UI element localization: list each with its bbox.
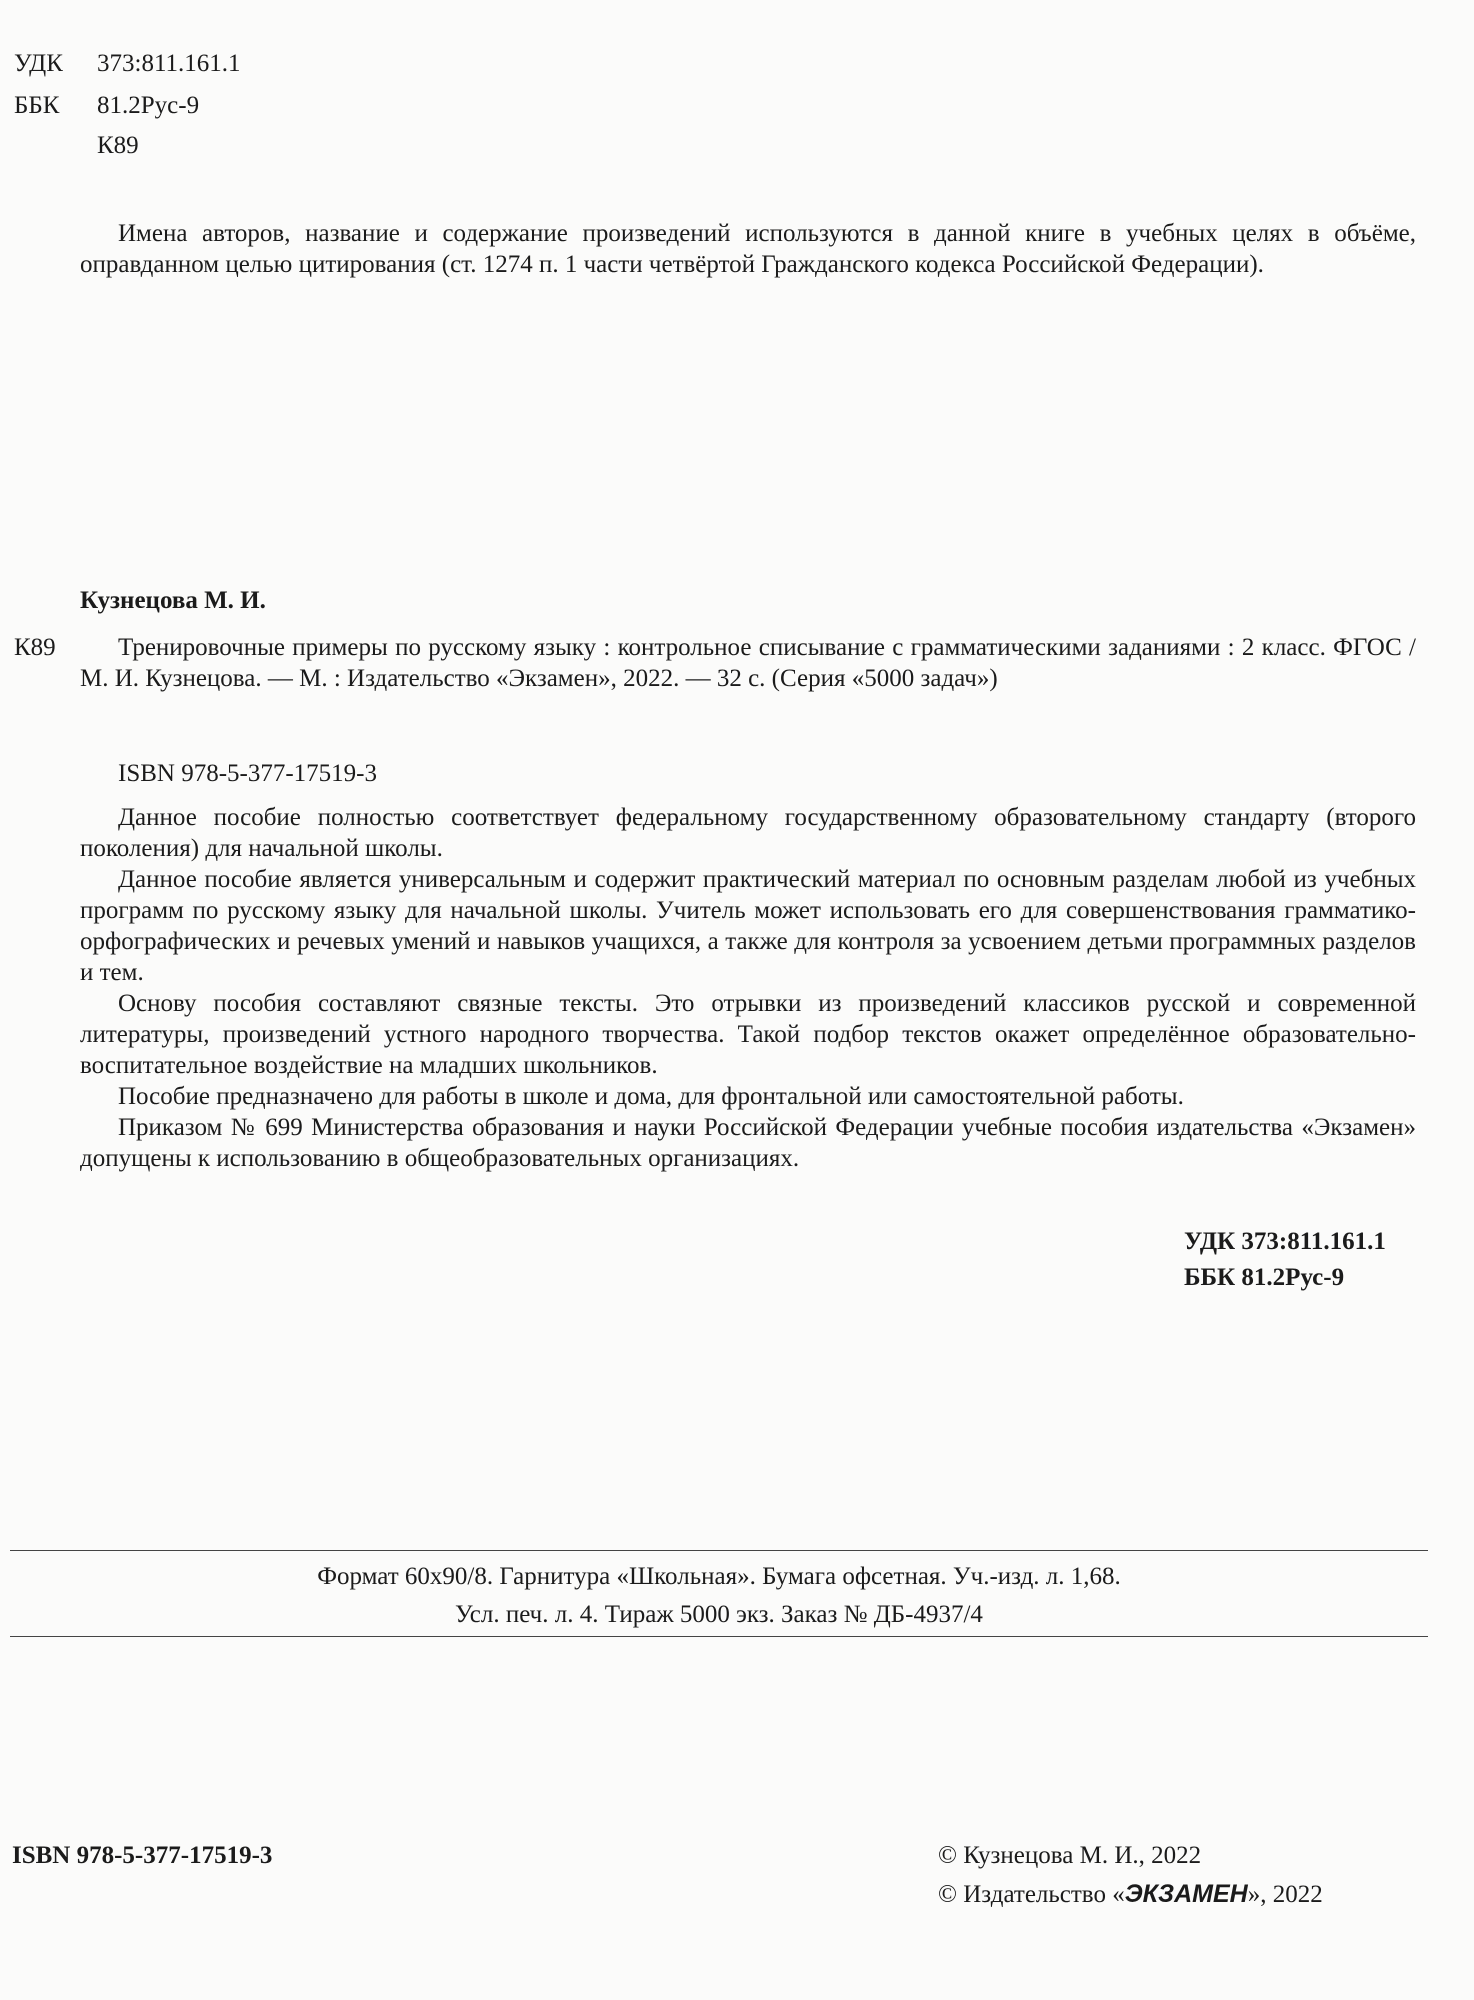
copyright-publisher-suffix: », 2022 [1247, 1881, 1323, 1908]
bbk-label: ББК [14, 92, 60, 119]
catalog-author: Кузнецова М. И. [80, 587, 266, 614]
copyright-author: © Кузнецова М. И., 2022 [938, 1842, 1202, 1869]
publisher-logo-text: ЭКЗАМЕН [1124, 1880, 1248, 1908]
header-bbk-value: 81.2Рус-9 [97, 92, 200, 119]
copyright-publisher-prefix: © Издательство « [938, 1881, 1125, 1908]
codes-bbk: ББК 81.2Рус-9 [1184, 1264, 1345, 1291]
udk-label: УДК [14, 50, 63, 77]
abstract [80, 802, 1416, 1174]
imprint-line2: Усл. печ. л. 4. Тираж 5000 экз. Заказ № ДБ-4937/4 [455, 1601, 983, 1628]
imprint-line1: Формат 60x90/8. Гарнитура «Школьная». Бумага офсетная. Уч.-изд. л. 1,68. [317, 1563, 1121, 1590]
abstract-paragraph: Пособие предназначено для работы в школе и дома, для фронтальной или самостоятельной работы. [118, 1083, 1184, 1110]
catalog-isbn: ISBN 978-5-377-17519-3 [118, 760, 378, 787]
abstract-paragraph: Основу пособия составляют связные тексты. Это отрывки из произведений классиков русской и современной литературы, произведений устного народного творчества. Такой подбор текстов окажет определённое образовательно-воспитательное воздействие на младших школьников. [80, 990, 1416, 1079]
abstract-paragraph: Приказом № 699 Министерства образования и науки Российской Федерации учебные пособия издательства «Экзамен» допущены к использованию в общеобразовательных организациях. [80, 1114, 1416, 1172]
header-author-mark: К89 [97, 132, 139, 159]
imprint-bottom-rule [10, 1636, 1428, 1637]
abstract-paragraph: Данное пособие полностью соответствует федеральному государственному образовательному стандарту (второго поколения) для начальной школы. [80, 804, 1416, 862]
imprint-top-rule [10, 1550, 1428, 1551]
abstract-paragraph: Данное пособие является универсальным и содержит практический материал по основным разделам любой из учебных программ по русскому языку для начальной школы. Учитель может использовать его для совершенствования грамматико-орфографических и речевых умений и навыков учащихся, а также для контроля за усвоением детьми программных разделов и тем. [80, 866, 1416, 986]
footer-isbn: ISBN 978-5-377-17519-3 [12, 1842, 273, 1869]
codes-udk: УДК 373:811.161.1 [1184, 1228, 1386, 1255]
copyright-publisher [938, 1879, 1323, 1910]
catalog-title: Тренировочные примеры по русскому языку : контрольное списывание с грамматическими заданиями : 2 класс. ФГОС / М. И. Кузнецова. — М. : Издательство «Экзамен», 2022. — 32 с. (Серия «5000 задач») [80, 634, 1416, 692]
header-udk-value: 373:811.161.1 [97, 50, 241, 77]
header-udk [14, 48, 63, 79]
citation-notice: Имена авторов, название и содержание произведений используются в данной книге в учебных целях в объёме, оправданном целью цитирования (ст. 1274 п. 1 части четвёртой Гражданского кодекса Российской Федерации). [80, 220, 1416, 278]
catalog-mark: К89 [14, 634, 56, 661]
